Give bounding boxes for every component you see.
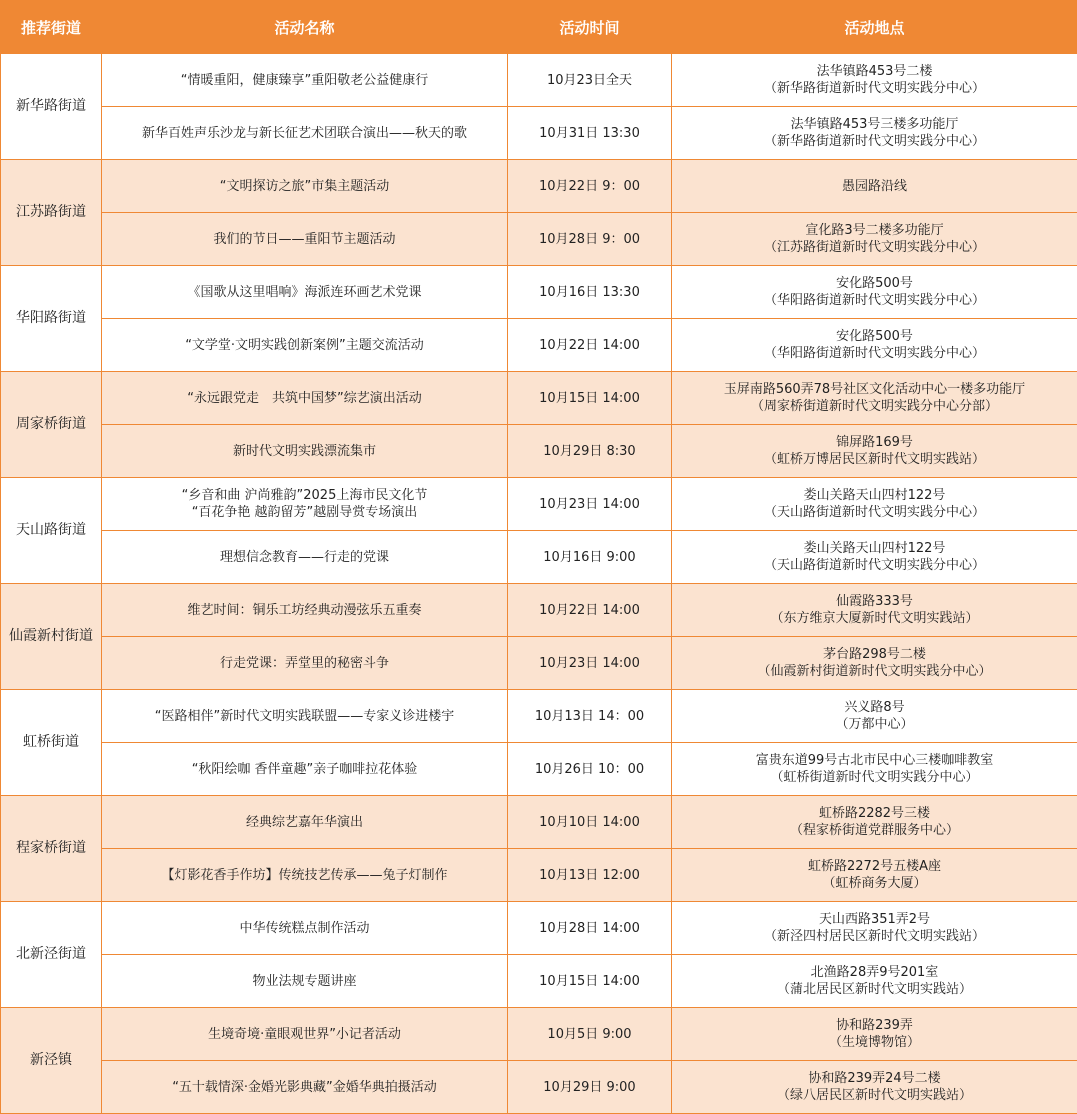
activity-place-line: （万都中心） — [835, 717, 914, 732]
activity-place-cell — [672, 107, 1077, 160]
activity-time-cell: 10月15日 14:00 — [508, 372, 672, 425]
activity-place-line: （江苏路街道新时代文明实践分中心） — [763, 240, 985, 255]
activity-time-cell: 10月28日 14:00 — [508, 902, 672, 955]
activity-place-cell — [672, 213, 1077, 266]
street-cell: 天山路街道 — [1, 478, 102, 584]
street-cell: 新华路街道 — [1, 54, 102, 160]
activity-place-line: （天山路街道新时代文明实践分中心） — [763, 505, 985, 520]
table-row — [1, 107, 1077, 160]
activity-place-cell — [672, 743, 1077, 796]
activity-name-cell — [102, 796, 508, 849]
activity-name-cell — [102, 955, 508, 1008]
activity-place-line: 愚园路沿线 — [841, 178, 907, 194]
table-row — [1, 902, 1077, 955]
header-street: 推荐街道 — [1, 1, 102, 54]
activity-place-cell — [672, 319, 1077, 372]
activity-place-line: （周家桥街道新时代文明实践分中心分部） — [750, 399, 998, 414]
activity-name-cell — [102, 849, 508, 902]
activity-place-line: 安化路500号 — [836, 276, 913, 291]
activity-name-cell — [102, 372, 508, 425]
activity-place-line: 虹桥路2282号三楼 — [818, 806, 931, 821]
activity-place-line: 安化路500号 — [836, 329, 913, 344]
header-activity-place: 活动地点 — [672, 1, 1077, 54]
activity-name-line: “百花争艳 越韵留芳”越剧导赏专场演出 — [191, 505, 418, 520]
activity-place-cell — [672, 266, 1077, 319]
activity-place-line: 宣化路3号二楼多功能厅 — [805, 223, 944, 238]
street-cell: 仙霞新村街道 — [1, 584, 102, 690]
activity-name-line: 新华百姓声乐沙龙与新长征艺术团联合演出——秋天的歌 — [141, 125, 467, 141]
street-cell: 虹桥街道 — [1, 690, 102, 796]
activity-place-line: （新泾四村居民区新时代文明实践站） — [763, 929, 985, 944]
activity-name-cell — [102, 213, 508, 266]
activity-name-cell — [102, 54, 508, 107]
activity-place-cell — [672, 796, 1077, 849]
activity-place-line: （虹桥商务大厦） — [822, 876, 927, 891]
activity-place-cell — [672, 372, 1077, 425]
activity-place-cell — [672, 531, 1077, 584]
activity-name-cell — [102, 319, 508, 372]
activity-place-cell — [672, 1061, 1077, 1114]
activity-time-cell: 10月23日 14:00 — [508, 478, 672, 531]
activity-place-line: 法华镇路453号二楼 — [816, 64, 933, 79]
activity-time-cell: 10月5日 9:00 — [508, 1008, 672, 1061]
activity-name-line: 生境奇境·童眼观世界”小记者活动 — [208, 1026, 401, 1042]
activity-time-cell: 10月22日 14:00 — [508, 584, 672, 637]
activity-place-line: 虹桥路2272号五楼A座 — [808, 859, 941, 874]
activity-time-cell: 10月31日 13:30 — [508, 107, 672, 160]
activity-time-cell: 10月23日 14:00 — [508, 637, 672, 690]
activity-place-line: （虹桥万博居民区新时代文明实践站） — [763, 452, 985, 467]
table-row — [1, 266, 1077, 319]
activity-name-cell — [102, 1008, 508, 1061]
activity-time-cell: 10月16日 13:30 — [508, 266, 672, 319]
activity-place-line: 协和路239弄24号二楼 — [808, 1071, 941, 1086]
activity-name-line: “医路相伴”新时代文明实践联盟——专家义诊进楼宇 — [154, 708, 455, 724]
activity-place-line: （虹桥街道新时代文明实践分中心） — [770, 770, 979, 785]
activity-place-line: 天山西路351弄2号 — [818, 912, 931, 927]
activity-time-cell: 10月29日 8:30 — [508, 425, 672, 478]
activity-place-line: 玉屏南路560弄78号社区文化活动中心一楼多功能厅 — [723, 382, 1026, 397]
activity-time-cell: 10月26日 10：00 — [508, 743, 672, 796]
activity-place-line: 娄山关路天山四村122号 — [803, 488, 946, 503]
activity-place-line: 法华镇路453号三楼多功能厅 — [790, 117, 959, 132]
activity-name-cell — [102, 584, 508, 637]
table-row — [1, 796, 1077, 849]
activity-name-line: 中华传统糕点制作活动 — [239, 920, 370, 936]
activity-name-line: “情暖重阳，健康臻享”重阳敬老公益健康行 — [180, 72, 429, 88]
activity-name-line: “永远跟党走 共筑中国梦”综艺演出活动 — [187, 390, 422, 406]
activity-name-cell — [102, 637, 508, 690]
activity-place-line: （蒲北居民区新时代文明实践站） — [776, 982, 972, 997]
street-cell: 周家桥街道 — [1, 372, 102, 478]
activity-name-cell — [102, 1061, 508, 1114]
activity-place-cell — [672, 54, 1077, 107]
table-row — [1, 54, 1077, 107]
activity-time-cell: 10月16日 9:00 — [508, 531, 672, 584]
activity-name-line: 行走党课：弄堂里的秘密斗争 — [219, 655, 389, 671]
activity-name-line: 《国歌从这里唱响》海派连环画艺术党课 — [187, 284, 422, 300]
activity-place-cell — [672, 1008, 1077, 1061]
activity-name-cell — [102, 902, 508, 955]
activity-name-cell — [102, 690, 508, 743]
table-row — [1, 955, 1077, 1008]
activity-name-line: 理想信念教育——行走的党课 — [219, 549, 389, 565]
activity-name-line: 物业法规专题讲座 — [252, 973, 357, 989]
activity-time-cell: 10月28日 9：00 — [508, 213, 672, 266]
activity-place-cell — [672, 425, 1077, 478]
table-row — [1, 637, 1077, 690]
activity-place-line: （新华路街道新时代文明实践分中心） — [763, 134, 985, 149]
activity-place-cell — [672, 849, 1077, 902]
activity-time-cell: 10月22日 9：00 — [508, 160, 672, 213]
activity-name-line: “秋阳绘咖 香伴童趣”亲子咖啡拉花体验 — [191, 761, 418, 777]
activity-time-cell: 10月23日全天 — [508, 54, 672, 107]
table-row — [1, 743, 1077, 796]
activity-name-line: “乡音和曲 沪尚雅韵”2025上海市民文化节 — [181, 488, 428, 503]
activity-place-line: （绿八居民区新时代文明实践站） — [776, 1088, 972, 1103]
table-row — [1, 319, 1077, 372]
activity-time-cell: 10月29日 9:00 — [508, 1061, 672, 1114]
table-row — [1, 531, 1077, 584]
activity-time-cell: 10月22日 14:00 — [508, 319, 672, 372]
activity-name-line: 经典综艺嘉年华演出 — [245, 814, 363, 830]
activity-place-line: （仙霞新村街道新时代文明实践分中心） — [757, 664, 992, 679]
street-cell: 北新泾街道 — [1, 902, 102, 1008]
table-row — [1, 584, 1077, 637]
activity-name-cell — [102, 478, 508, 531]
activity-place-line: （华阳路街道新时代文明实践分中心） — [763, 293, 985, 308]
activity-place-cell — [672, 902, 1077, 955]
activity-place-line: 富贵东道99号古北市民中心三楼咖啡教室 — [755, 753, 994, 768]
table-row — [1, 425, 1077, 478]
table-row — [1, 160, 1077, 213]
activity-name-line: 我们的节日——重阳节主题活动 — [213, 231, 396, 247]
activity-name-line: “文学堂·文明实践创新案例”主题交流活动 — [185, 337, 424, 353]
activity-name-line: 维艺时间：铜乐工坊经典动漫弦乐五重奏 — [187, 602, 422, 618]
activity-name-cell — [102, 107, 508, 160]
activity-place-cell — [672, 160, 1077, 213]
header-activity-name: 活动名称 — [102, 1, 508, 54]
activity-place-line: （生境博物馆） — [828, 1035, 920, 1050]
activity-place-line: 锦屏路169号 — [836, 435, 913, 450]
activity-place-line: （新华路街道新时代文明实践分中心） — [763, 81, 985, 96]
activity-place-cell — [672, 584, 1077, 637]
street-cell: 江苏路街道 — [1, 160, 102, 266]
activity-time-cell: 10月10日 14:00 — [508, 796, 672, 849]
table-row — [1, 1008, 1077, 1061]
table-row — [1, 690, 1077, 743]
street-cell: 程家桥街道 — [1, 796, 102, 902]
street-cell: 华阳路街道 — [1, 266, 102, 372]
activity-name-line: 新时代文明实践漂流集市 — [232, 443, 376, 459]
activity-time-cell: 10月13日 14：00 — [508, 690, 672, 743]
activity-place-line: （程家桥街道党群服务中心） — [789, 823, 959, 838]
activity-name-cell — [102, 425, 508, 478]
table-body — [1, 54, 1077, 1114]
street-cell: 新泾镇 — [1, 1008, 102, 1114]
activity-name-line: “文明探访之旅”市集主题活动 — [219, 178, 390, 194]
table-row — [1, 372, 1077, 425]
activity-time-cell: 10月15日 14:00 — [508, 955, 672, 1008]
activity-place-line: （天山路街道新时代文明实践分中心） — [763, 558, 985, 573]
activity-place-line: （东方维京大厦新时代文明实践站） — [770, 611, 979, 626]
header-activity-time: 活动时间 — [508, 1, 672, 54]
activity-place-line: （华阳路街道新时代文明实践分中心） — [763, 346, 985, 361]
activity-name-cell — [102, 266, 508, 319]
activity-place-cell — [672, 955, 1077, 1008]
activity-place-line: 娄山关路天山四村122号 — [803, 541, 946, 556]
activity-place-line: 茅台路298号二楼 — [823, 647, 926, 662]
activity-place-cell — [672, 690, 1077, 743]
activity-name-cell — [102, 531, 508, 584]
activity-name-cell — [102, 743, 508, 796]
activity-name-cell — [102, 160, 508, 213]
activity-place-line: 仙霞路333号 — [836, 594, 913, 609]
table-row — [1, 213, 1077, 266]
table-row — [1, 849, 1077, 902]
activity-place-line: 协和路239弄 — [836, 1018, 913, 1033]
header-row — [1, 1, 1077, 54]
activity-name-line: 【灯影花香手作坊】传统技艺传承——兔子灯制作 — [161, 867, 448, 883]
activity-name-line: “五十载情深·金婚光影典藏”金婚华典拍摄活动 — [172, 1079, 437, 1095]
activity-time-cell: 10月13日 12:00 — [508, 849, 672, 902]
activity-place-cell — [672, 637, 1077, 690]
activity-place-cell — [672, 478, 1077, 531]
table-row — [1, 478, 1077, 531]
activity-place-line: 兴义路8号 — [844, 700, 905, 715]
table-row — [1, 1061, 1077, 1114]
activity-place-line: 北渔路28弄9号201室 — [810, 965, 939, 980]
